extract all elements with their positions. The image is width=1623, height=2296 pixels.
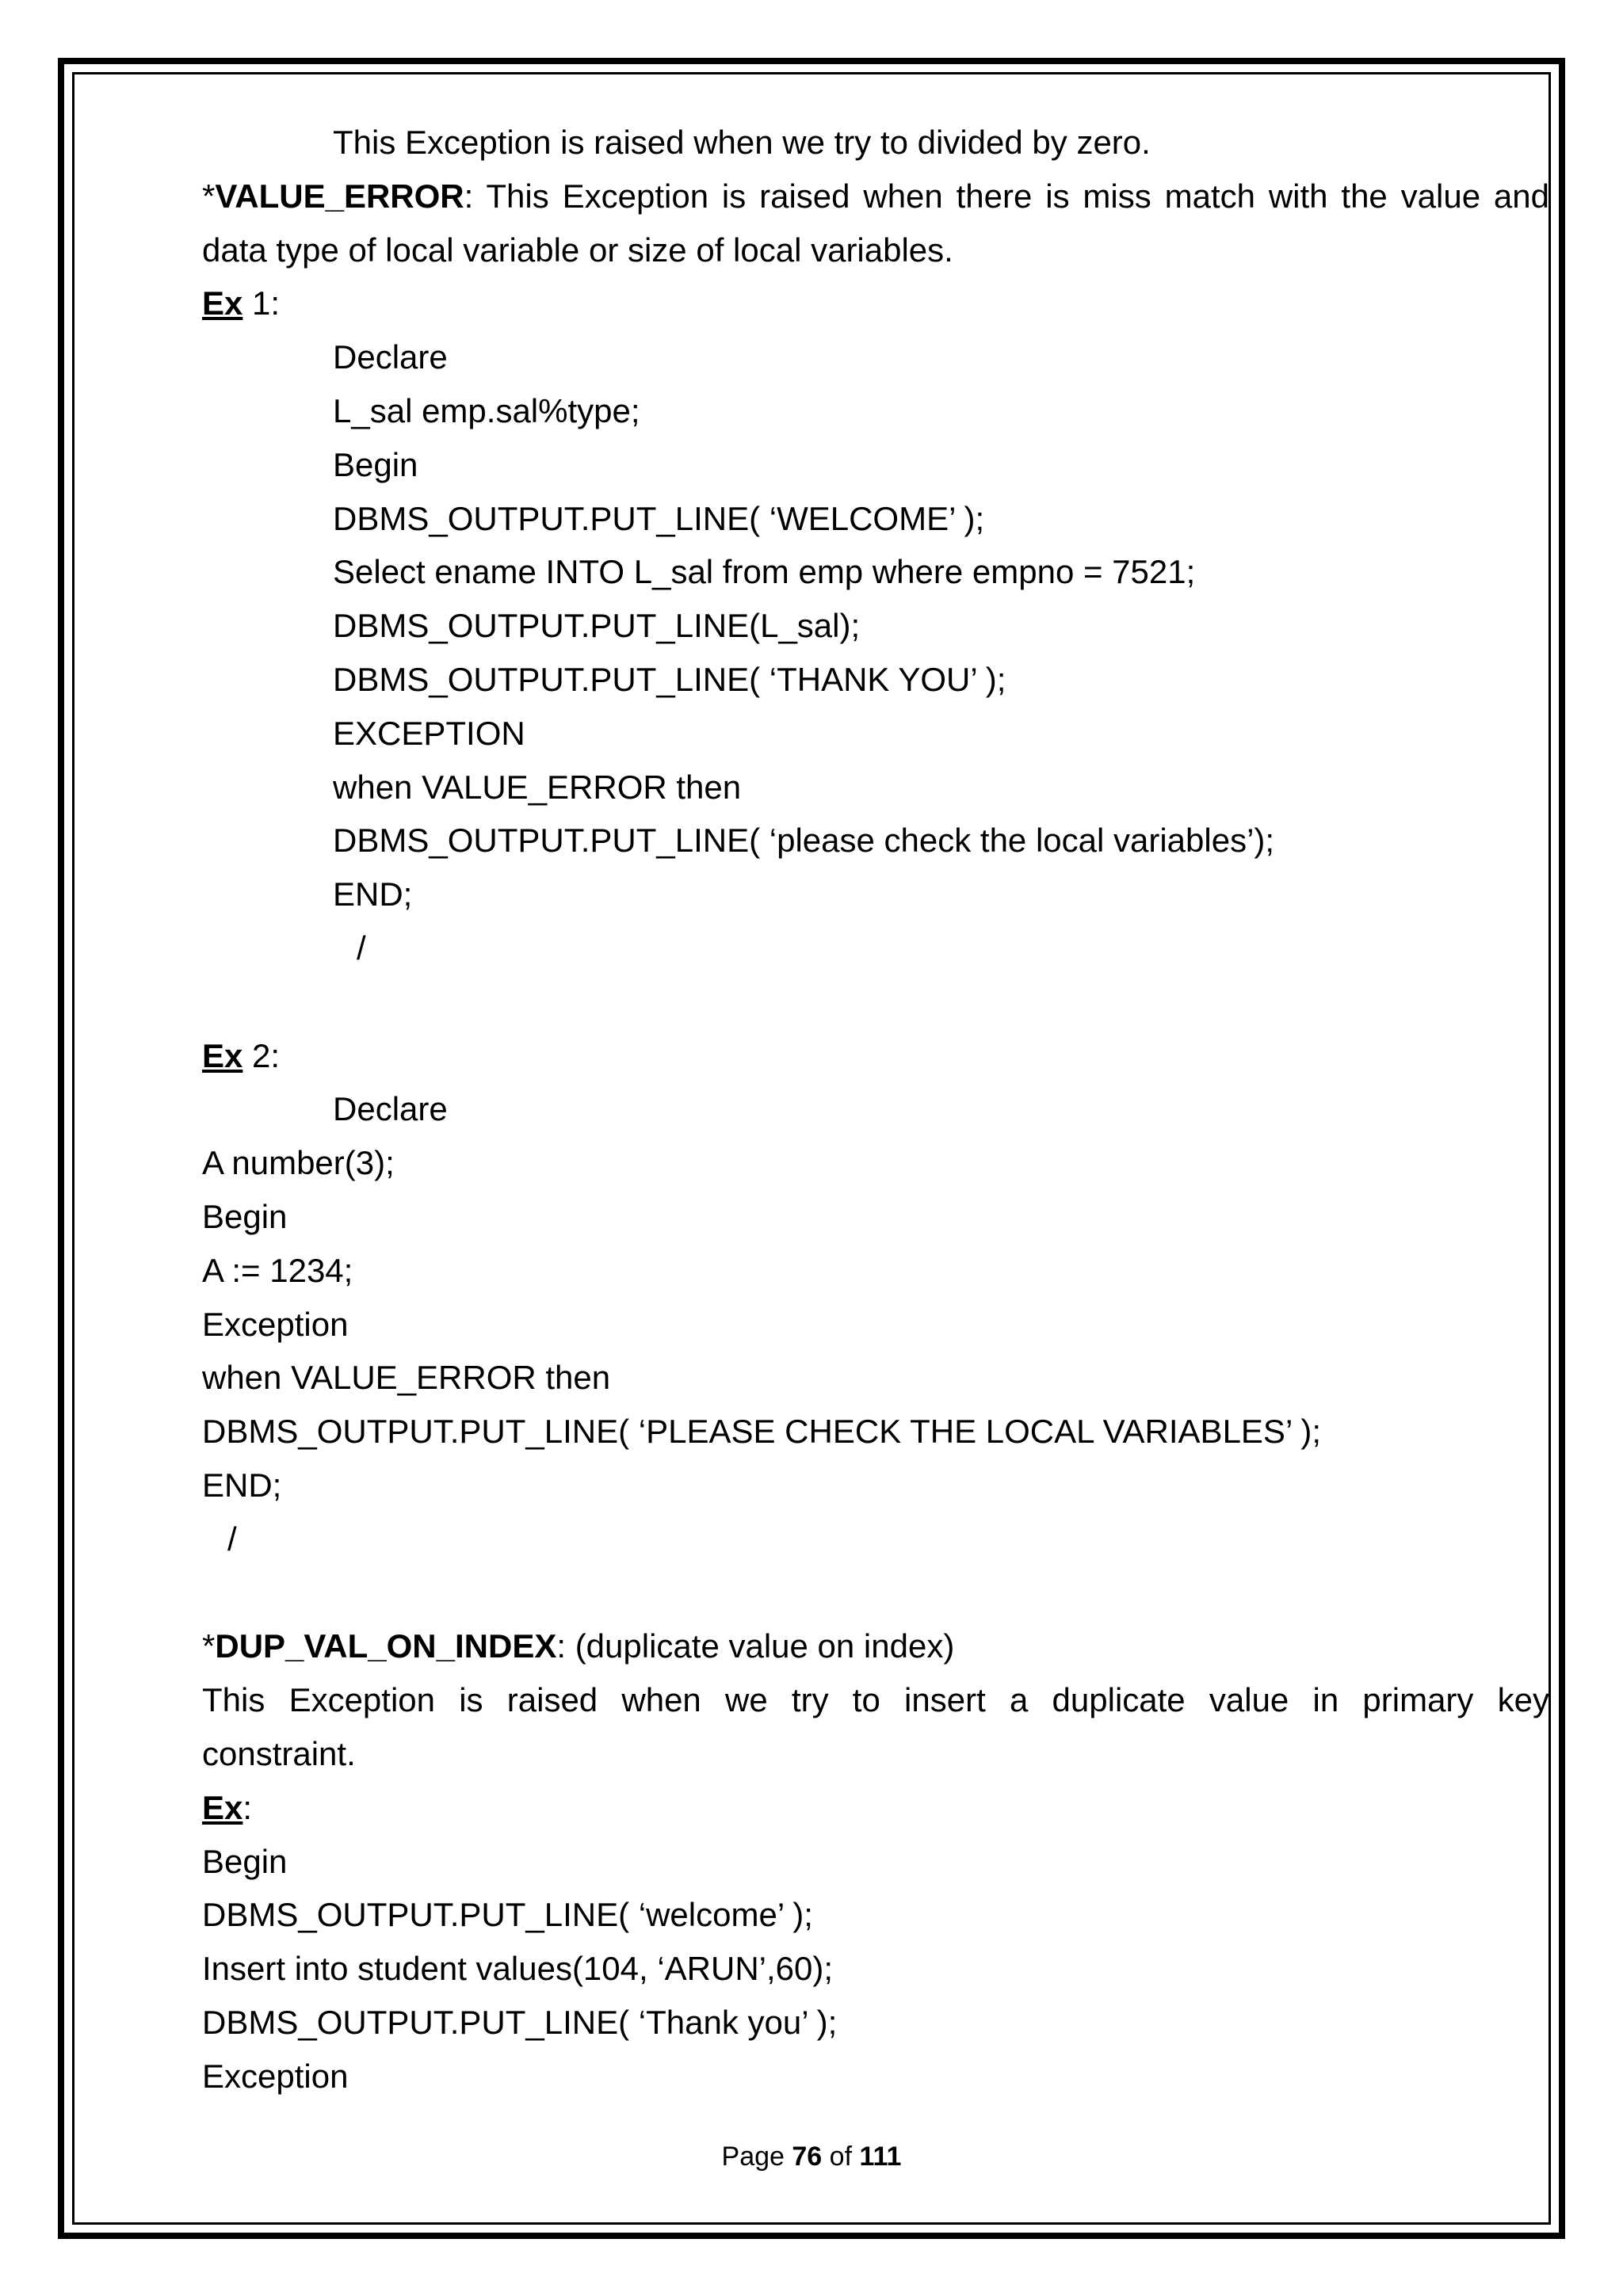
code-line: Declare [333, 338, 448, 376]
code-line: A := 1234; [202, 1251, 353, 1289]
code-line: Exception [202, 1305, 349, 1343]
document-body [202, 116, 1549, 2103]
ex1-label: Ex [202, 284, 243, 322]
value-error-desc-1: : This Exception is raised when there is miss match with the value and [464, 177, 1549, 215]
footer-page-word: Page [721, 2142, 792, 2172]
footer-of-word: of [822, 2142, 860, 2172]
code-line: DBMS_OUTPUT.PUT_LINE(L_sal); [333, 607, 861, 645]
code-line: Insert into student values(104, ‘ARUN’,60); [202, 1950, 834, 1988]
ex1-heading [202, 277, 1549, 330]
code-line: DBMS_OUTPUT.PUT_LINE( ‘Thank you’ ); [202, 2003, 838, 2041]
code-line: when VALUE_ERROR then [333, 768, 742, 806]
code-line: DBMS_OUTPUT.PUT_LINE( ‘PLEASE CHECK THE LOCAL VARIABLES’ ); [202, 1413, 1322, 1451]
code-line: DBMS_OUTPUT.PUT_LINE( ‘welcome’ ); [202, 1896, 813, 1934]
dup-heading [202, 1619, 1549, 1673]
value-error-heading: *VALUE_ERROR: This Exception is raised when there is miss match with the value and [202, 177, 1549, 215]
code-line: L_sal emp.sal%type; [333, 391, 640, 429]
dup-term: DUP_VAL_ON_INDEX [215, 1627, 557, 1665]
page-footer [0, 2141, 1623, 2172]
dup-ex-label: Ex [202, 1788, 243, 1826]
code-slash: / [227, 1520, 237, 1558]
value-error-desc-2: data type of local variable or size of local variables. [202, 231, 953, 269]
dup-ex-colon: : [242, 1788, 253, 1826]
code-line: Begin [333, 445, 418, 483]
code-line: DBMS_OUTPUT.PUT_LINE( ‘THANK YOU’ ); [333, 660, 1006, 698]
divide-zero-text: This Exception is raised when we try to divided by zero. [333, 124, 1151, 161]
ex1-code [202, 330, 1549, 975]
dup-code [202, 1835, 1549, 2103]
code-line: Select ename INTO L_sal from emp where empno = 7521; [333, 553, 1196, 591]
ex2-number: 2: [242, 1036, 281, 1074]
code-line: END; [333, 875, 413, 913]
ex1-number: 1: [242, 284, 281, 322]
dup-suffix: : (duplicate value on index) [556, 1627, 955, 1665]
spacer [202, 975, 1549, 1029]
spacer [202, 1566, 1549, 1620]
ex2-label: Ex [202, 1036, 243, 1074]
code-slash: / [357, 929, 366, 967]
code-line: A number(3); [202, 1144, 395, 1182]
dup-star: * [202, 1627, 216, 1665]
code-line: Begin [202, 1842, 288, 1880]
value-error-term: VALUE_ERROR [215, 177, 464, 215]
dup-desc-2: constraint. [202, 1734, 356, 1772]
code-line: END; [202, 1466, 282, 1504]
code-line: EXCEPTION [333, 714, 525, 752]
dup-desc-1: This Exception is raised when we try to insert a duplicate value in primary key [202, 1681, 1549, 1719]
footer-total-pages: 111 [859, 2142, 902, 2172]
code-line: DBMS_OUTPUT.PUT_LINE( ‘please check the local variables’); [333, 822, 1275, 860]
code-line: Exception [202, 2057, 349, 2095]
code-line: Declare [333, 1090, 448, 1128]
ex2-code [202, 1082, 1549, 1566]
dup-ex-heading [202, 1781, 1549, 1835]
ex2-heading [202, 1029, 1549, 1083]
code-line: DBMS_OUTPUT.PUT_LINE( ‘WELCOME’ ); [333, 499, 985, 537]
footer-page-number: 76 [792, 2142, 823, 2172]
code-line: Begin [202, 1197, 288, 1235]
code-line: when VALUE_ERROR then [202, 1359, 611, 1397]
